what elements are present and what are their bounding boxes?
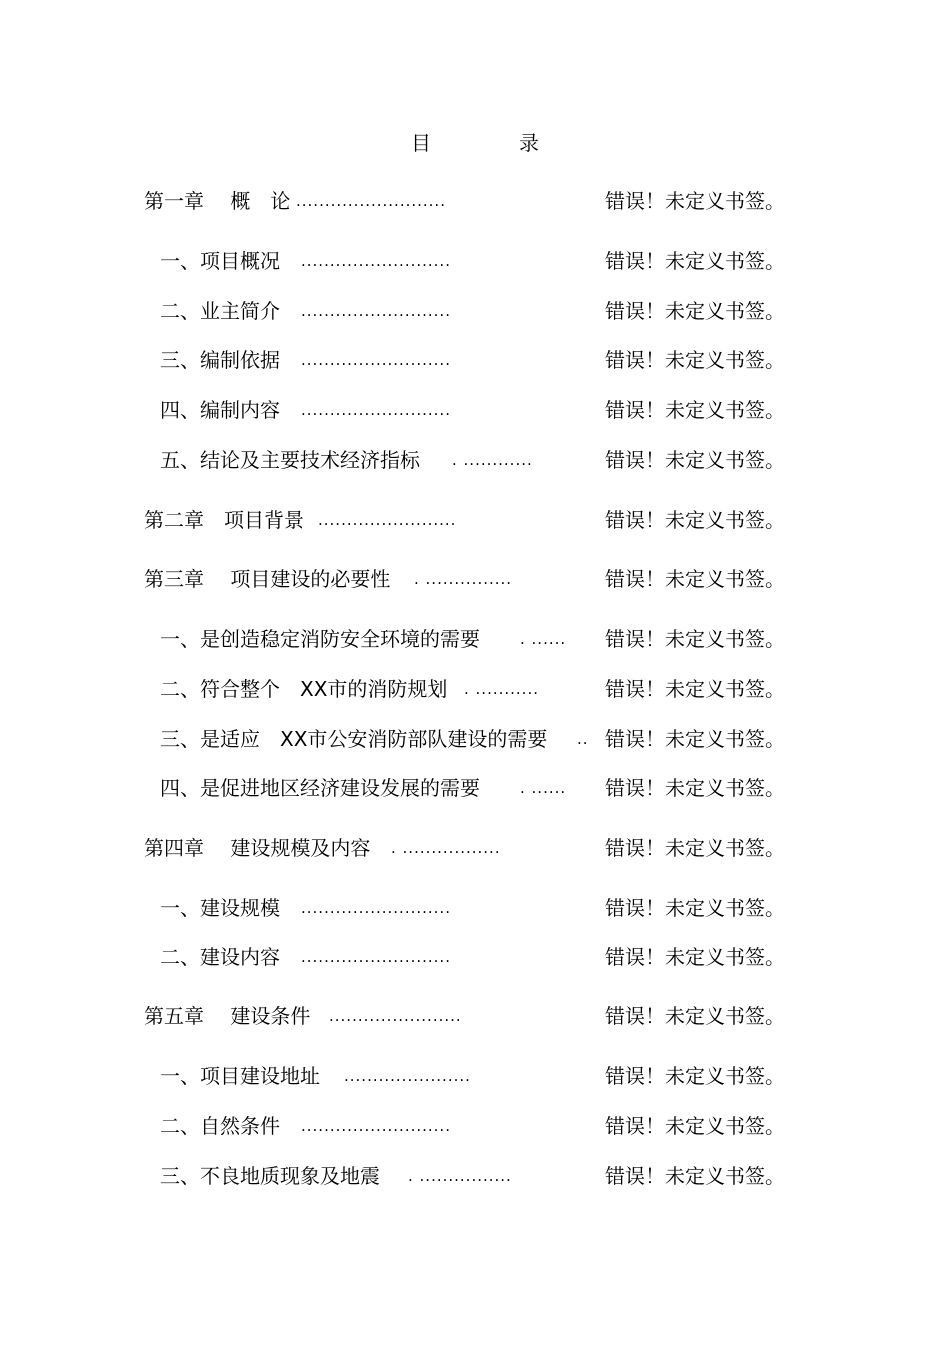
toc-entry-label: 四、是促进地区经济建设发展的需要 <box>160 776 480 800</box>
toc-entry-label: 一、建设规模 <box>160 896 280 920</box>
toc-leader-dots: .......................... <box>301 351 451 369</box>
toc-entry-label: 第三章 项目建设的必要性 <box>144 567 391 591</box>
toc-page-ref: 错误！未定义书签。 <box>605 1114 785 1138</box>
toc-page-ref: 错误！未定义书签。 <box>605 189 785 213</box>
toc-entry-label: 四、编制内容 <box>160 398 280 422</box>
toc-page-ref: 错误！未定义书签。 <box>605 299 785 323</box>
toc-page-ref: 错误！未定义书签。 <box>605 508 785 532</box>
toc-page-ref: 错误！未定义书签。 <box>605 1164 785 1188</box>
toc-page-ref: 错误！未定义书签。 <box>605 1004 785 1028</box>
toc-entry-section[interactable] <box>0 893 950 923</box>
toc-title: 目 录 <box>411 131 573 155</box>
toc-page-ref: 错误！未定义书签。 <box>605 896 785 920</box>
toc-entry-section[interactable] <box>0 445 950 475</box>
toc-entry-chapter-5[interactable] <box>0 1001 950 1031</box>
toc-page-ref: 错误！未定义书签。 <box>605 567 785 591</box>
toc-page-ref: 错误！未定义书签。 <box>605 945 785 969</box>
toc-leader-dots: . ............ <box>452 451 533 469</box>
toc-entry-label: 一、项目概况 <box>160 249 280 273</box>
toc-entry-label: 一、是创造稳定消防安全环境的需要 <box>160 627 480 651</box>
toc-page-ref: 错误！未定义书签。 <box>605 727 785 751</box>
toc-entry-label: 第四章 建设规模及内容 <box>144 836 371 860</box>
toc-entry-label: 第一章 概 论 <box>144 189 291 213</box>
toc-page-ref: 错误！未定义书签。 <box>605 677 785 701</box>
toc-entry-label: 二、符合整个 XX市的消防规划 <box>160 677 448 701</box>
toc-leader-dots: . ........... <box>464 680 539 698</box>
toc-entry-label: 三、不良地质现象及地震 <box>160 1164 380 1188</box>
toc-entry-section[interactable] <box>0 246 950 276</box>
toc-leader-dots: . ............... <box>414 570 513 588</box>
toc-entry-section[interactable] <box>0 773 950 803</box>
toc-leader-dots: .......................... <box>296 192 446 210</box>
toc-entry-label: 二、业主简介 <box>160 299 280 323</box>
toc-page-ref: 错误！未定义书签。 <box>605 1064 785 1088</box>
toc-entry-section[interactable] <box>0 624 950 654</box>
toc-entry-label: 第五章 建设条件 <box>144 1004 311 1028</box>
toc-entry-chapter-3[interactable] <box>0 564 950 594</box>
toc-leader-dots: ...................... <box>344 1067 471 1085</box>
toc-entry-section[interactable] <box>0 345 950 375</box>
toc-page-ref: 错误！未定义书签。 <box>605 448 785 472</box>
toc-entry-section[interactable] <box>0 1161 950 1191</box>
toc-entry-label: 一、项目建设地址 <box>160 1064 320 1088</box>
toc-entry-section[interactable] <box>0 395 950 425</box>
toc-leader-dots: .......................... <box>301 252 451 270</box>
toc-entry-chapter-4[interactable] <box>0 833 950 863</box>
toc-page-ref: 错误！未定义书签。 <box>605 398 785 422</box>
toc-leader-dots: .......................... <box>301 899 451 917</box>
toc-entry-label: 第二章 项目背景 <box>144 508 304 532</box>
toc-leader-dots: . ...... <box>520 630 567 648</box>
toc-leader-dots: .......................... <box>301 1117 451 1135</box>
toc-entry-section[interactable] <box>0 1111 950 1141</box>
toc-entry-section[interactable] <box>0 724 950 754</box>
toc-entry-label: 三、是适应 XX市公安消防部队建设的需要 <box>160 727 548 751</box>
toc-page-ref: 错误！未定义书签。 <box>605 627 785 651</box>
toc-page-ref: 错误！未定义书签。 <box>605 249 785 273</box>
toc-entry-label: 二、自然条件 <box>160 1114 280 1138</box>
toc-leader-dots: .. <box>577 730 589 748</box>
toc-entry-label: 五、结论及主要技术经济指标 <box>160 448 420 472</box>
toc-entry-section[interactable] <box>0 296 950 326</box>
toc-entry-label: 二、建设内容 <box>160 945 280 969</box>
toc-leader-dots: . ...... <box>520 779 567 797</box>
toc-leader-dots: ....................... <box>329 1007 462 1025</box>
toc-entry-section[interactable] <box>0 942 950 972</box>
toc-leader-dots: ........................ <box>318 511 457 529</box>
toc-leader-dots: . ................ <box>408 1167 512 1185</box>
toc-entry-chapter-2[interactable] <box>0 505 950 535</box>
toc-entry-chapter-1[interactable] <box>0 186 950 216</box>
toc-entry-section[interactable] <box>0 1061 950 1091</box>
toc-page-ref: 错误！未定义书签。 <box>605 776 785 800</box>
toc-page-ref: 错误！未定义书签。 <box>605 348 785 372</box>
toc-leader-dots: .......................... <box>301 302 451 320</box>
toc-leader-dots: . ................. <box>391 839 501 857</box>
toc-leader-dots: .......................... <box>301 401 451 419</box>
toc-page-ref: 错误！未定义书签。 <box>605 836 785 860</box>
toc-leader-dots: .......................... <box>301 948 451 966</box>
toc-entry-label: 三、编制依据 <box>160 348 280 372</box>
toc-entry-section[interactable] <box>0 674 950 704</box>
